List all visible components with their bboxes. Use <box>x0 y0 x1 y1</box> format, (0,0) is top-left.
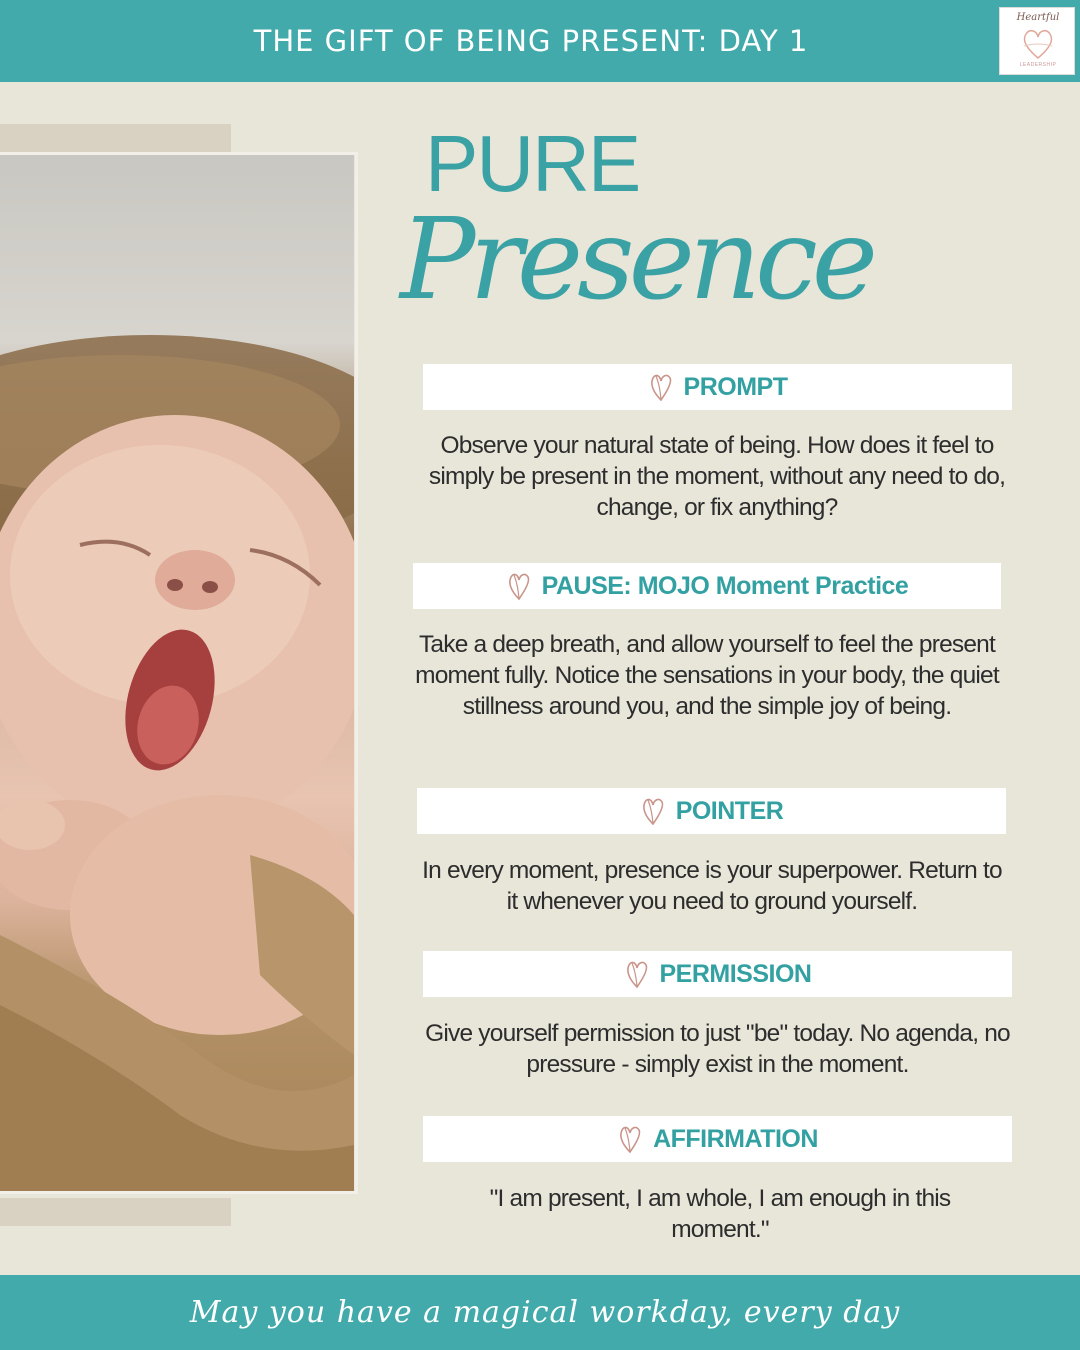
section-body-pointer: In every moment, presence is your superpower. Return to it whenever you need to ground yourself. <box>422 857 1002 915</box>
section-label-text: POINTER <box>675 796 784 825</box>
section-label-pointer <box>417 788 1006 834</box>
section-label-affirmation <box>423 1116 1012 1162</box>
heart-icon <box>648 372 674 402</box>
section-label-text: PAUSE: MOJO Moment Practice <box>541 571 909 600</box>
title-line-1: PURE <box>425 119 640 208</box>
title-line-2: Presence <box>400 195 873 325</box>
page-title: THE GIFT OF BEING PRESENT: DAY 1 <box>253 24 809 58</box>
section-body-prompt: Observe your natural state of being. How does it feel to simply be present in the moment, without any need to do, change, or fix anything? <box>428 432 1006 521</box>
section-label-permission <box>423 951 1012 997</box>
footer-bar <box>0 1275 1080 1350</box>
heart-icon <box>640 796 666 826</box>
heart-icon <box>617 1124 643 1154</box>
section-body-pause: Take a deep breath, and allow yourself to feel the present moment fully. Notice the sensations in your body, the quiet stillness around you, and the simple joy of being. <box>415 631 999 720</box>
section-body-affirmation: "I am present, I am whole, I am enough in this moment." <box>489 1185 951 1243</box>
section-label-text: AFFIRMATION <box>653 1124 818 1153</box>
heart-icon <box>506 571 532 601</box>
heart-icon <box>624 959 650 989</box>
section-label-prompt <box>423 364 1012 410</box>
photo-accent-bottom <box>0 1198 231 1226</box>
footer-text: May you have a magical workday, every day <box>189 1295 901 1330</box>
logo-subtext: LEADERSHIP <box>1019 62 1057 68</box>
photo-frame <box>0 152 358 1194</box>
section-label-pause <box>413 563 1001 609</box>
logo-text: Heartful <box>1016 12 1060 23</box>
section-label-text: PERMISSION <box>659 959 812 988</box>
section-label-text: PROMPT <box>683 372 788 401</box>
photo-accent-top <box>0 124 231 152</box>
logo <box>999 7 1075 75</box>
header-bar <box>0 0 1080 82</box>
logo-heart-icon <box>1020 26 1056 60</box>
section-body-permission: Give yourself permission to just "be" today. No agenda, no pressure - simply exist in the moment. <box>425 1020 1010 1078</box>
